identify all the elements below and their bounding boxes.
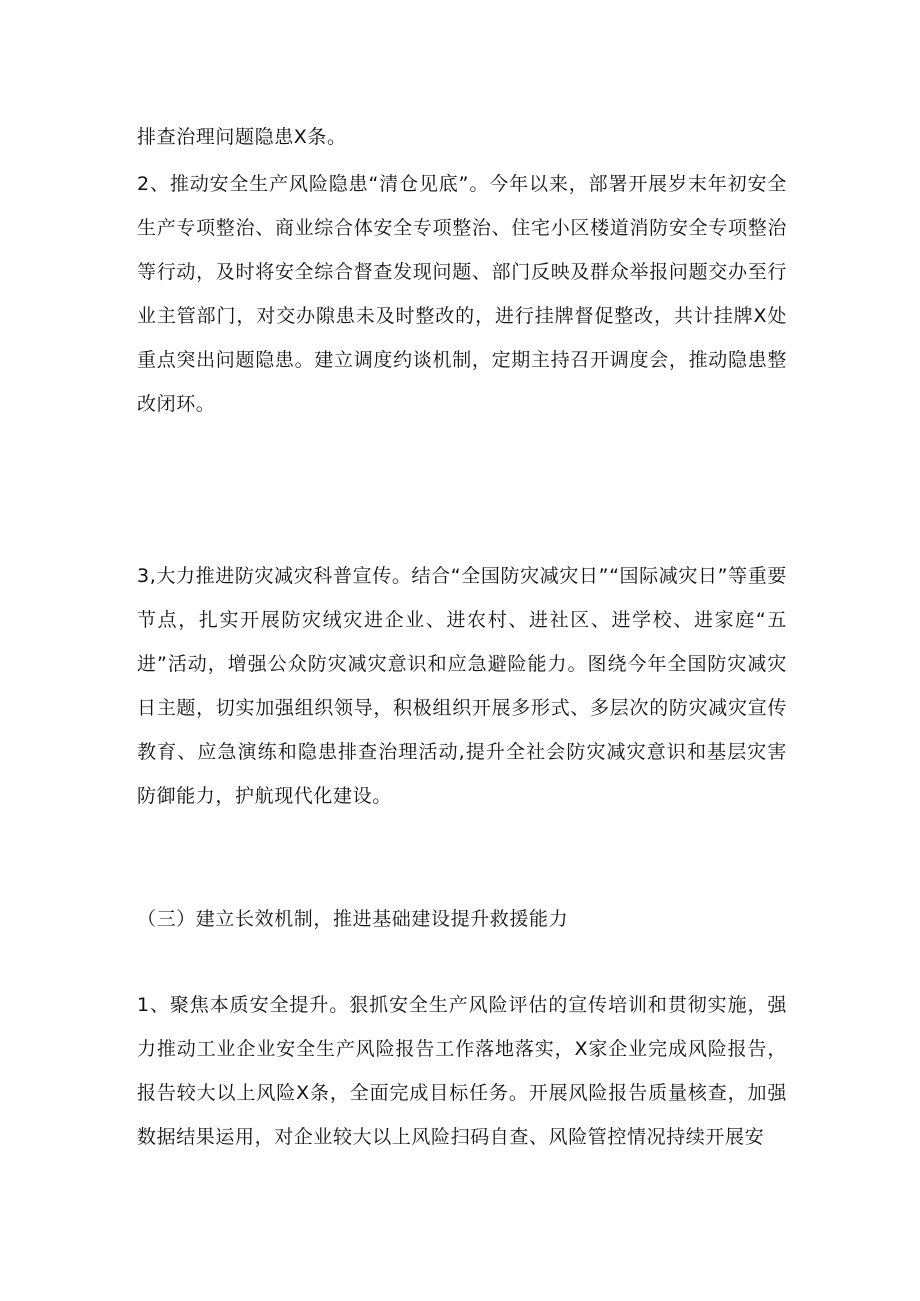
paragraph-item-1-safety-improvement: 1、聚焦本质安全提升。狠抓安全生产风险评估的宣传培训和贯彻实施，强力推动工业企业安全生产风险报告工作落地落实，X家企业完成风险报告，报告较大以上风险X条，全面完成目标任务。开展风险报告质量核查，加强数据结果运用，对企业较大以上风险扫码自查、风险管控情况持续开展安 bbox=[137, 994, 787, 1148]
paragraph-item-2-hazard-clearance: 2、推动安全生产风险隐患“清仓见底”。今年以来，部署开展岁末年初安全生产专项整治、商业综合体安全专项整治、住宅小区楼道消防安全专项整治等行动，及时将安全综合督查发现问题、部门反映及群众举报问题交办至行业主管部门，对交办隙患未及时整改的，进行挂牌督促整改，共计挂牌X处重点突出问题隐患。建立调度约谈机制，定期主持召开调度会，推动隐患整改闭环。 bbox=[137, 173, 787, 415]
paragraph-item-3-disaster-education: 3,大力推进防灾减灾科普宣传。结合“全国防灾减灾日”“国际减灾日”等重要节点，扎实开展防灾绒灾进企业、进农村、进社区、进学校、进家庭“五进”活动，增强公众防灾减灾意识和应急避险能力。图绕今年全国防灾减灾日主题，切实加强组织领导，积极组织开展多形式、多层次的防灾减灾宣传教育、应急演练和隐患排查治理活动,提升全社会防灾减灾意识和基层灾害防御能力，护航现代化建设。 bbox=[137, 565, 787, 807]
paragraph-hazard-count: 排查治理问题隐患X条。 bbox=[137, 126, 347, 148]
section-heading-3: （三）建立长效机制，推进基础建设提升救援能力 bbox=[137, 908, 569, 930]
